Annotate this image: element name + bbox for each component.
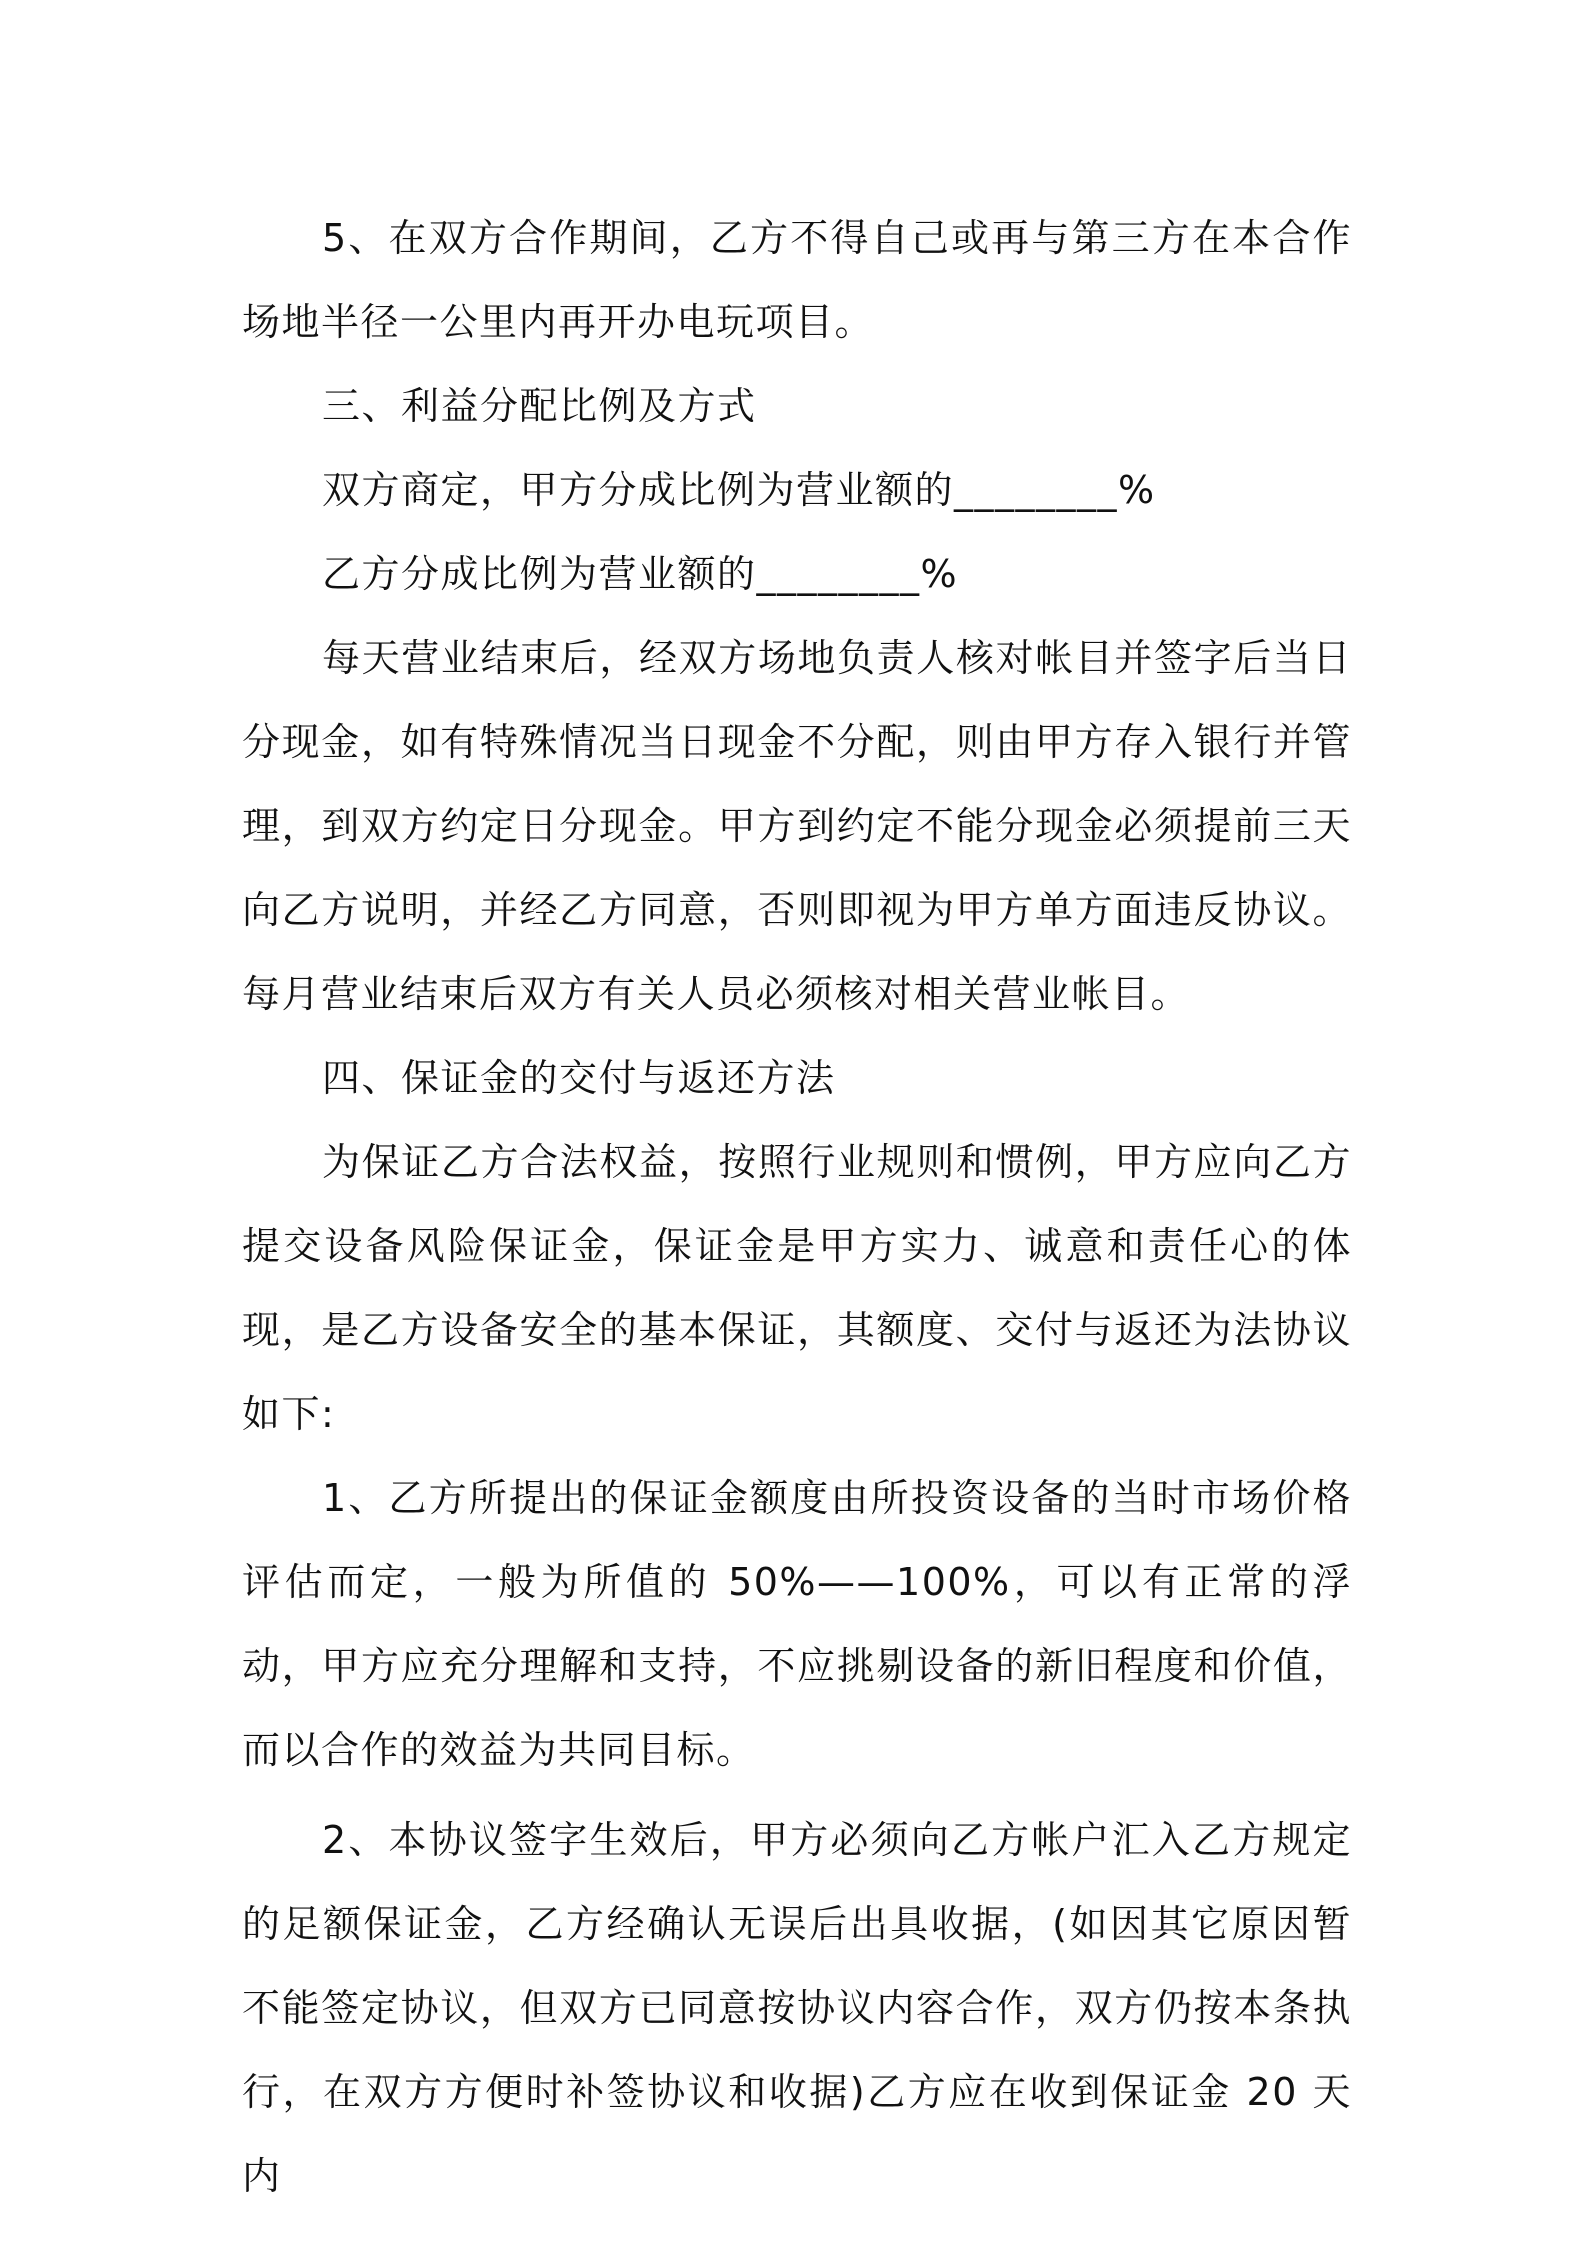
document-body (242, 196, 1352, 2218)
party-b-share-line: 乙方分成比例为营业额的________% (322, 552, 959, 596)
section-heading-deposit: 四、保证金的交付与返还方法 (322, 1056, 836, 1100)
clause-5-paragraph: 5、在双方合作期间，乙方不得自己或再与第三方在本合作场地半径一公里内再开办电玩项目。 (242, 216, 1352, 344)
party-a-share-line: 双方商定，甲方分成比例为营业额的________% (322, 468, 1156, 512)
daily-settlement-paragraph: 每天营业结束后，经双方场地负责人核对帐目并签字后当日分现金，如有特殊情况当日现金不分配，则由甲方存入银行并管理，到双方约定日分现金。甲方到约定不能分现金必须提前三天向乙方说明，并经乙方同意，否则即视为甲方单方面违反协议。每月营业结束后双方有关人员必须核对相关营业帐目。 (242, 636, 1352, 1016)
deposit-clause-2-paragraph: 2、本协议签字生效后，甲方必须向乙方帐户汇入乙方规定的足额保证金，乙方经确认无误后出具收据，(如因其它原因暂不能签定协议，但双方已同意按协议内容合作，双方仍按本条执行，在双方方便时补签协议和收据)乙方应在收到保证金 20 天内 (242, 1818, 1352, 2198)
deposit-clause-1-paragraph: 1、乙方所提出的保证金额度由所投资设备的当时市场价格评估而定，一般为所值的 50%——100%，可以有正常的浮动，甲方应充分理解和支持，不应挑剔设备的新旧程度和价值，而以合作的效益为共同目标。 (242, 1476, 1352, 1772)
deposit-intro-paragraph: 为保证乙方合法权益，按照行业规则和惯例，甲方应向乙方提交设备风险保证金，保证金是甲方实力、诚意和责任心的体现，是乙方设备安全的基本保证，其额度、交付与返还为法协议如下: (242, 1140, 1352, 1436)
section-heading-profit-distribution: 三、利益分配比例及方式 (322, 384, 757, 428)
